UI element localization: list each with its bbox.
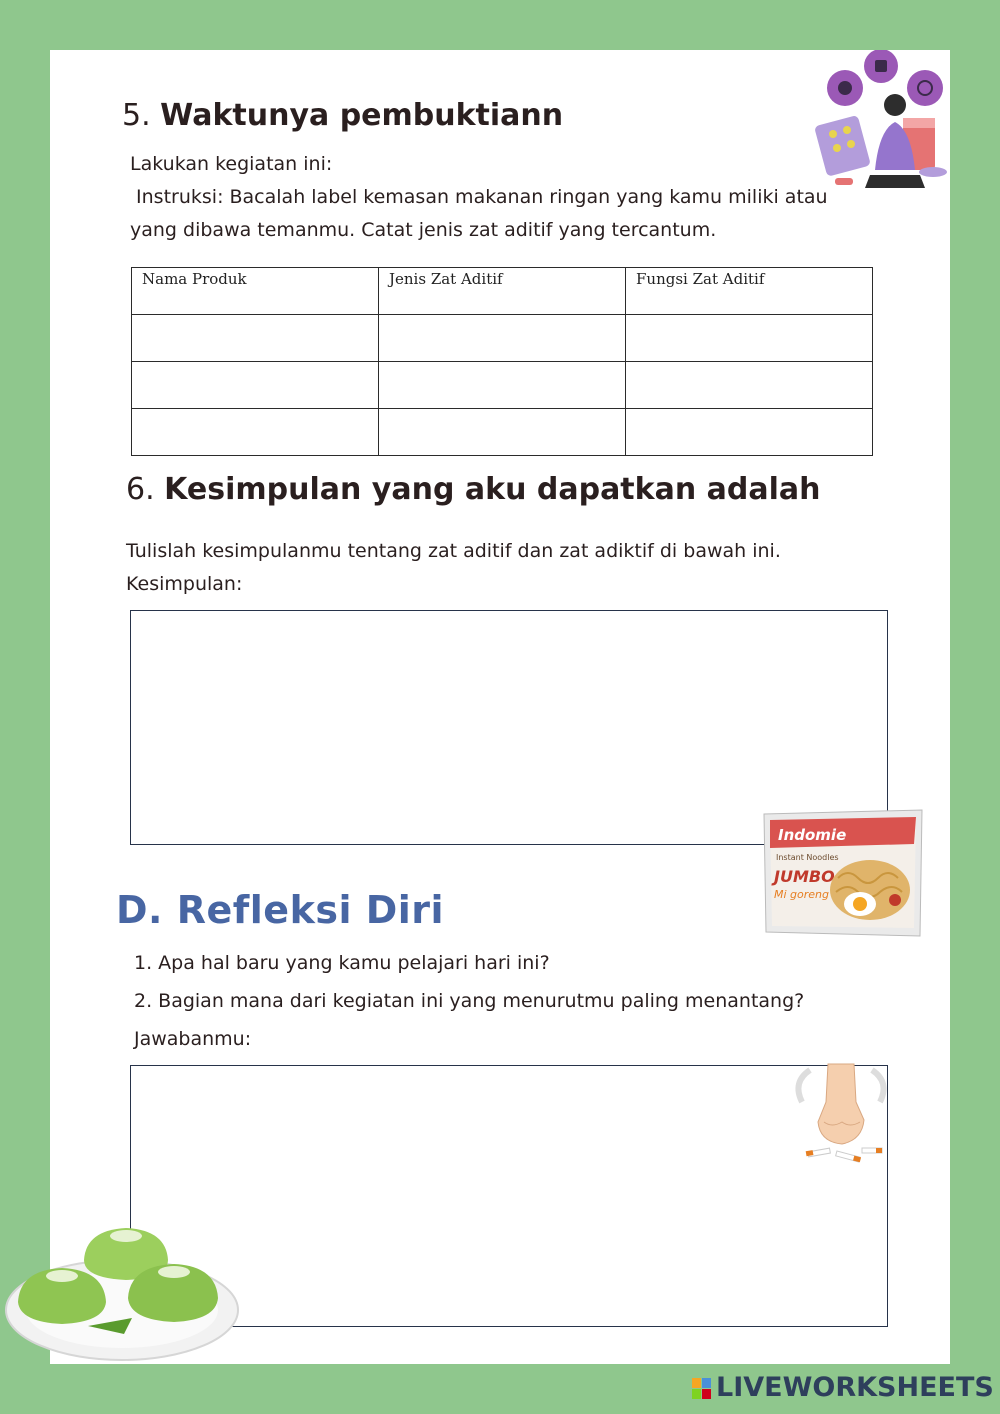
noodle-line2: JUMBO <box>774 867 835 886</box>
table-cell[interactable] <box>379 362 626 409</box>
reflection-questions <box>134 947 934 1061</box>
section6-line2: Kesimpulan: <box>126 573 243 595</box>
table-cell[interactable] <box>379 409 626 456</box>
reflection-answer-label: Jawabanmu: <box>134 1028 252 1050</box>
section6-line1: Tulislah kesimpulanmu tentang zat aditif dan zat adiktif di bawah ini. <box>126 540 781 562</box>
reflection-q1: 1. Apa hal baru yang kamu pelajari hari ini? <box>134 952 550 974</box>
section5-title: Waktunya pembuktiann <box>160 98 564 133</box>
table-row <box>132 409 873 456</box>
table-cell[interactable] <box>626 409 873 456</box>
green-cake-plate-image <box>4 1222 244 1364</box>
reflection-heading: D. Refleksi Diri <box>116 888 445 932</box>
header-nama-produk: Nama Produk <box>132 268 379 315</box>
section5-intro-line1: Lakukan kegiatan ini: <box>130 153 333 175</box>
additive-table <box>131 267 873 456</box>
table-cell[interactable] <box>626 315 873 362</box>
table-header-row <box>132 268 873 315</box>
table-row <box>132 315 873 362</box>
crushing-cigarette-image <box>792 1062 892 1170</box>
noodle-brand: Indomie <box>778 826 847 844</box>
noodle-pack-image <box>760 808 926 940</box>
section6-heading <box>126 472 821 507</box>
table-cell[interactable] <box>626 362 873 409</box>
table-cell[interactable] <box>379 315 626 362</box>
section5-intro-line3: yang dibawa temanmu. Catat jenis zat aditif yang tercantum. <box>130 219 717 241</box>
table-cell[interactable] <box>132 315 379 362</box>
table-cell[interactable] <box>132 409 379 456</box>
section6-instructions <box>126 535 926 601</box>
section5-instructions <box>130 148 930 247</box>
footer-brand: LIVEWORKSHEETS <box>716 1372 994 1403</box>
section6-title: Kesimpulan yang aku dapatkan adalah <box>164 472 821 507</box>
table-row <box>132 362 873 409</box>
reflection-q2: 2. Bagian mana dari kegiatan ini yang menurutmu paling menantang? <box>134 990 805 1012</box>
header-fungsi-zat-aditif: Fungsi Zat Aditif <box>626 268 873 315</box>
section6-number: 6. <box>126 472 155 507</box>
noodle-line3: Mi goreng <box>774 888 829 901</box>
noodle-line1: Instant Noodles <box>776 853 839 862</box>
worksheet-page <box>50 50 950 1364</box>
section5-heading <box>122 98 563 133</box>
liveworksheets-logo-icon <box>692 1378 712 1400</box>
thought-bubbles <box>827 50 943 106</box>
section5-intro-line2: Instruksi: Bacalah label kemasan makanan ringan yang kamu miliki atau <box>130 186 828 208</box>
header-jenis-zat-aditif: Jenis Zat Aditif <box>379 268 626 315</box>
table-cell[interactable] <box>132 362 379 409</box>
section5-number: 5. <box>122 98 151 133</box>
